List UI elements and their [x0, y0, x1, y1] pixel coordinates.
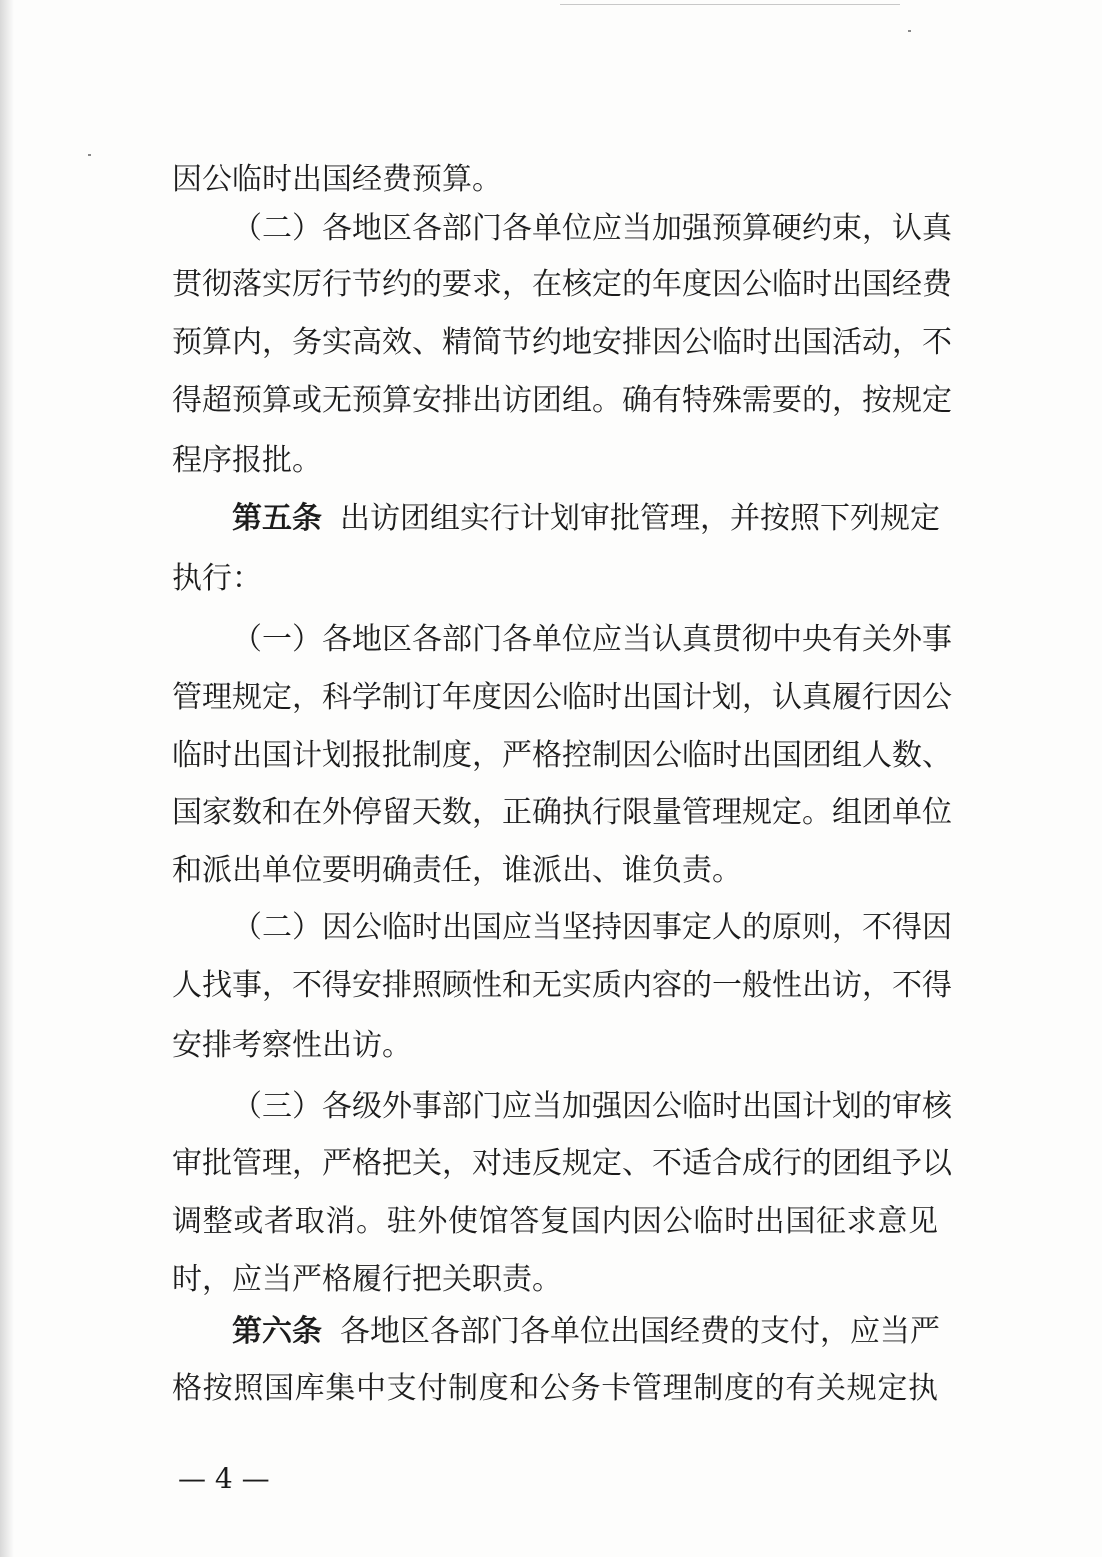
scan-speck [908, 30, 911, 32]
article-5-line [232, 501, 938, 537]
body-line: 格按照国库集中支付制度和公务卡管理制度的有关规定执 [172, 1371, 938, 1406]
body-line: 临时出国计划报批制度，严格控制因公临时出国团组人数、 [172, 738, 952, 773]
body-line: 时，应当严格履行把关职责。 [172, 1262, 562, 1297]
body-line: 贯彻落实厉行节约的要求，在核定的年度因公临时出国经费 [172, 267, 952, 302]
page-number: — 4 — [178, 1462, 270, 1495]
body-line: 管理规定，科学制订年度因公临时出国计划，认真履行因公 [172, 680, 952, 715]
body-line: 预算内，务实高效、精简节约地安排因公临时出国活动，不 [172, 325, 952, 360]
body-line: 因公临时出国经费预算。 [172, 162, 502, 197]
scan-edge-shadow [0, 0, 14, 1557]
body-line: 各地区各部门各单位出国经费的支付，应当严 [340, 1314, 940, 1349]
body-line: （二）因公临时出国应当坚持因事定人的原则，不得因 [232, 910, 952, 945]
body-line: 审批管理，严格把关，对违反规定、不适合成行的团组予以 [172, 1146, 952, 1181]
body-line: 国家数和在外停留天数，正确执行限量管理规定。组团单位 [172, 795, 952, 830]
body-line: 安排考察性出访。 [172, 1028, 412, 1063]
body-line: 调整或者取消。驻外使馆答复国内因公临时出国征求意见 [172, 1204, 938, 1239]
article-label: 第六条 [232, 1314, 322, 1349]
scan-top-line [560, 4, 900, 5]
body-line: 得超预算或无预算安排出访团组。确有特殊需要的，按规定 [172, 383, 952, 418]
body-line: 和派出单位要明确责任，谁派出、谁负责。 [172, 853, 742, 888]
body-line: 执行： [172, 561, 262, 596]
article-label: 第五条 [232, 501, 322, 536]
body-line: 出访团组实行计划审批管理，并按照下列规定 [340, 501, 940, 536]
body-line: 程序报批。 [172, 443, 322, 478]
scan-speck [88, 154, 91, 156]
article-6-line [232, 1314, 938, 1350]
body-line: （二）各地区各部门各单位应当加强预算硬约束，认真 [232, 211, 952, 246]
body-line: （三）各级外事部门应当加强因公临时出国计划的审核 [232, 1089, 952, 1124]
body-line: 人找事，不得安排照顾性和无实质内容的一般性出访，不得 [172, 968, 952, 1003]
body-line: （一）各地区各部门各单位应当认真贯彻中央有关外事 [232, 622, 952, 657]
